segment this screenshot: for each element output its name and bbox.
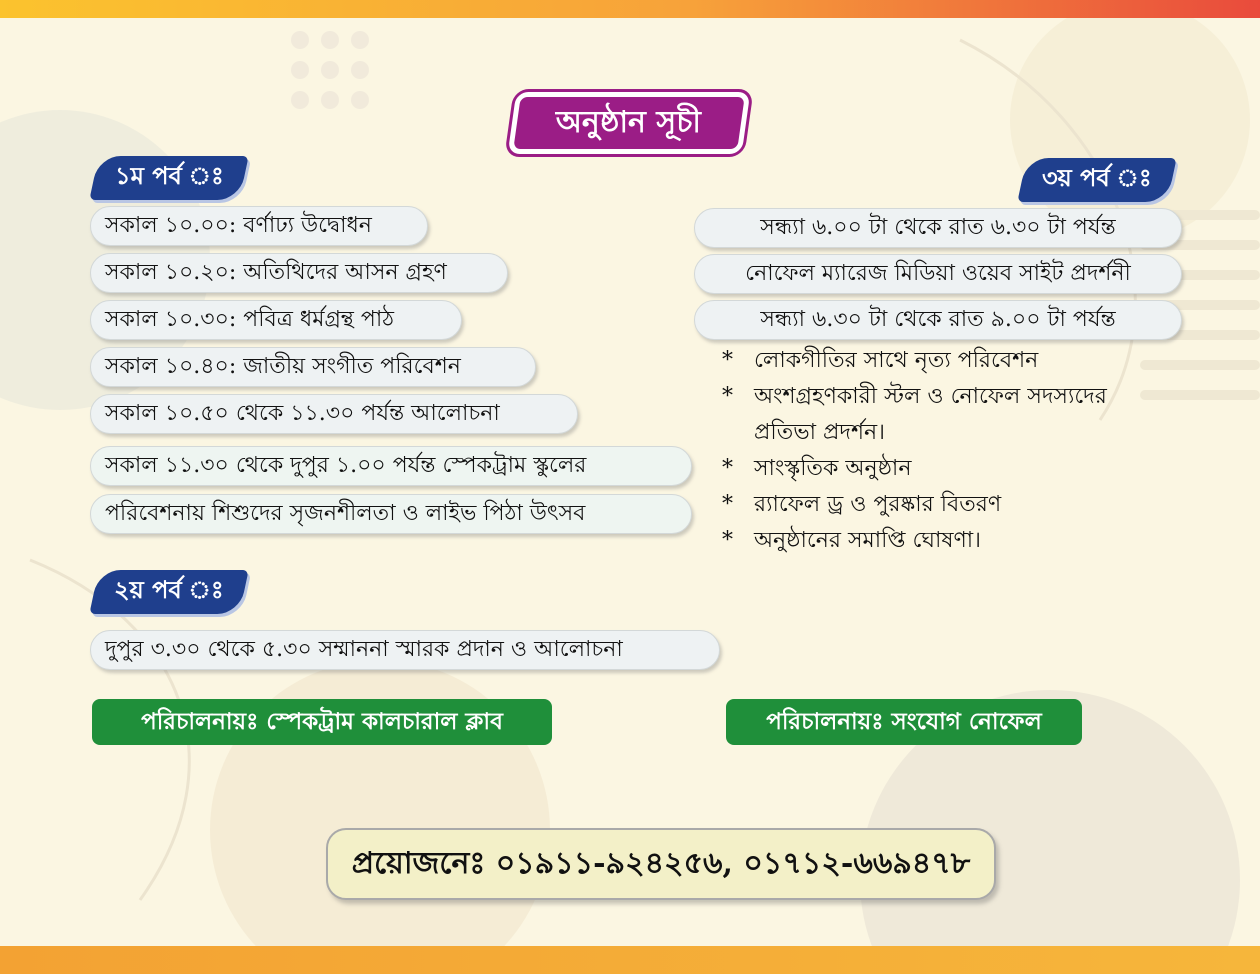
phase-2-label: ২য় পর্ব ঃ bbox=[89, 570, 248, 614]
phase-3-item: নোফেল ম্যারেজ মিডিয়া ওয়েব সাইট প্রদর্শনী bbox=[694, 254, 1182, 294]
phase-1-item: সকাল ১১.৩০ থেকে দুপুর ১.০০ পর্যন্ত স্পেকট্রাম স্কুলের bbox=[90, 446, 692, 486]
asterisk-icon: * bbox=[722, 456, 733, 481]
organizer-right-badge: পরিচালনায়ঃ সংযোগ নোফেল bbox=[726, 699, 1082, 745]
phase-1-item: সকাল ১০.৫০ থেকে ১১.৩০ পর্যন্ত আলোচনা bbox=[90, 394, 578, 434]
phase-1-item: সকাল ১০.২০: অতিথিদের আসন গ্রহণ bbox=[90, 253, 508, 293]
phase-3-bullet-list bbox=[722, 343, 1142, 559]
phase-3-item: সন্ধ্যা ৬.০০ টা থেকে রাত ৬.৩০ টা পর্যন্ত bbox=[694, 208, 1182, 248]
asterisk-icon: * bbox=[722, 492, 733, 517]
contact-info-box: প্রয়োজনেঃ ০১৯১১-৯২৪২৫৬, ০১৭১২-৬৬৯৪৭৮ bbox=[326, 828, 996, 900]
bottom-bar bbox=[0, 946, 1260, 974]
list-item: * সাংস্কৃতিক অনুষ্ঠান bbox=[722, 451, 1142, 487]
asterisk-icon: * bbox=[722, 348, 733, 373]
asterisk-icon: * bbox=[722, 528, 733, 553]
organizer-left-badge: পরিচালনায়ঃ স্পেকট্রাম কালচারাল ক্লাব bbox=[92, 699, 552, 745]
phase-1-item: সকাল ১০.৩০: পবিত্র ধর্মগ্রন্থ পাঠ bbox=[90, 300, 462, 340]
list-item: * র‍্যাফেল ড্র ও পুরষ্কার বিতরণ bbox=[722, 487, 1142, 523]
phase-3-label: ৩য় পর্ব ঃ bbox=[1017, 158, 1176, 202]
phase-3-item: সন্ধ্যা ৬.৩০ টা থেকে রাত ৯.০০ টা পর্যন্ত bbox=[694, 300, 1182, 340]
list-item: * লোকগীতির সাথে নৃত্য পরিবেশন bbox=[722, 343, 1142, 379]
program-title: অনুষ্ঠান সূচী bbox=[556, 104, 702, 140]
top-gradient-bar bbox=[0, 0, 1260, 18]
list-item: * অংশগ্রহণকারী স্টল ও নোফেল সদস্যদের প্রতিভা প্রদর্শন। bbox=[722, 379, 1142, 451]
asterisk-icon: * bbox=[722, 384, 733, 409]
phase-1-item: সকাল ১০.৪০: জাতীয় সংগীত পরিবেশন bbox=[90, 347, 536, 387]
phase-2-item: দুপুর ৩.৩০ থেকে ৫.৩০ সম্মাননা স্মারক প্রদান ও আলোচনা bbox=[90, 630, 720, 670]
program-title-banner bbox=[508, 92, 751, 154]
phase-1-item: পরিবেশনায় শিশুদের সৃজনশীলতা ও লাইভ পিঠা উৎসব bbox=[90, 494, 692, 534]
phase-1-item: সকাল ১০.০০: বর্ণাঢ্য উদ্বোধন bbox=[90, 206, 428, 246]
phase-1-label: ১ম পর্ব ঃ bbox=[89, 156, 248, 200]
list-item: * অনুষ্ঠানের সমাপ্তি ঘোষণা। bbox=[722, 523, 1142, 559]
